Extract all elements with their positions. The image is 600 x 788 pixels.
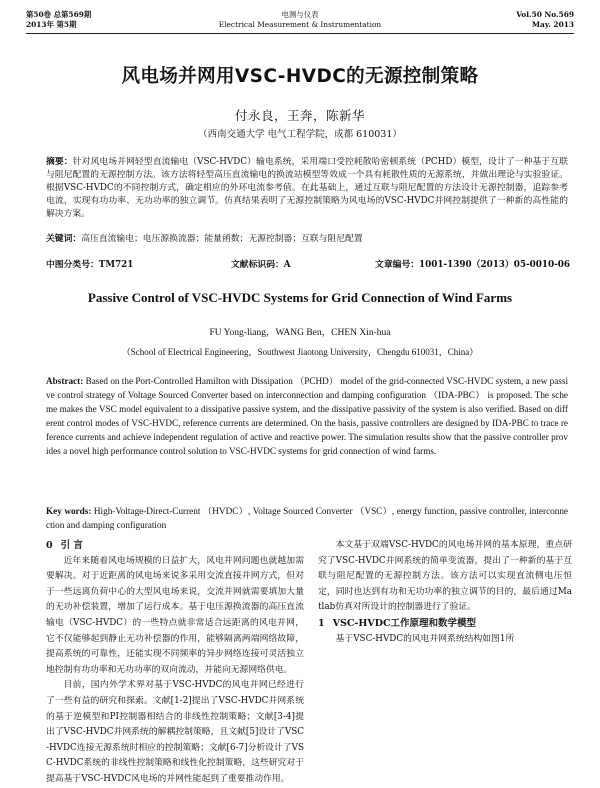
section-1-title: VSC-HVDC工作原理和数学模型 — [332, 617, 477, 629]
header-right — [516, 10, 574, 30]
journal-zh: 电测与仪表 — [281, 10, 319, 19]
volume-zh: 第50卷 总第569期 — [26, 10, 92, 19]
keywords-zh — [46, 233, 568, 246]
issue-zh: 2013年 第5期 — [26, 20, 77, 29]
authors-en: FU Yong-liang，WANG Ben，CHEN Xin-hua — [209, 328, 391, 338]
keywords-zh-text: 高压直流输电；电压源换流器；能量函数；无源控制器；互联与阻尼配置 — [81, 234, 363, 244]
left-column — [46, 538, 304, 788]
section-0-heading — [46, 538, 304, 554]
header-center — [26, 10, 574, 30]
keywords-zh-label: 关键词： — [46, 234, 82, 244]
volume-en: Vol.50 No.569 — [516, 10, 574, 19]
title-en: Passive Control of VSC-HVDC Systems for Grid Connection of Wind Farms — [87, 290, 513, 305]
abstract-zh-text: 针对风电场并网轻型直流输电（VSC-HVDC）输电系统，采用端口受控耗散哈密顿系统（PCHD）模型，设计了一种基于互联与阻尼配置的无源控制方法。该方法将轻型高压直流输电的换流站模型等效成一个具有耗散性质的无源系统，并做出理论与实验验证。根据VSC-HVDC的不同控制方式，确定相应的外环电流参考值。在此基础上，通过互联与阻尼配置的方法设计无源控制器，追踪参考电流，实现有功功率、无功功率的独立调节。仿真结果表明了无源控制策略为风电场的VSC-HVDC并网控制提供了一种新的高性能的解决方案。 — [46, 157, 568, 219]
section-0-title: 引 言 — [60, 540, 83, 551]
journal-en: Electrical Measurement & Instrumentation — [218, 20, 382, 29]
title-zh: 风电场并网用VSC-HVDC的无源控制策略 — [121, 66, 479, 87]
date-en: May. 2013 — [531, 20, 574, 29]
section-0-number: 0 — [46, 540, 53, 551]
section-1-heading — [318, 616, 572, 632]
right-column — [318, 538, 572, 647]
abstract-en — [46, 375, 568, 458]
header-divider — [26, 33, 574, 34]
intro-paragraph-3: 本文基于双端VSC-HVDC的风电场并网的基本原理，重点研究了VSC-HVDC并网系统的简单变流器，提出了一种新的基于互联与阻尼配置的无源控制方法。该方法可以实现直流侧电压恒定，同时也达到有功和无功功率的独立调节的目的，最后通过Matlab仿真对所设计的控制器进行了验证。 — [318, 540, 572, 613]
document-code: 文献标识码：A — [231, 260, 291, 270]
intro-paragraph-1: 近年来随着风电场规模的日益扩大，风电并网问题也就越加需要解决。对于近距离的风电场来说多采用交流直接并网方式，但对于一些远离负荷中心的大型风电场来说，交流并网就需要填加大量的无功补偿装置，增加了运行成本。基于电压源换流器的高压直流输电（VSC-HVDC）的一些特点就非常适合远距离的风电并网，它不仅能够起到静止无功补偿器的作用，能够隔离两端网络故障，提高系统的可靠性，还能实现不同频率的异步网络连接可灵活独立地控制有功功率和无功功率的双向流动，并能向无源网络供电。 — [46, 555, 304, 675]
keywords-en-label: Key words: — [46, 506, 92, 516]
abstract-en-label: Abstract: — [46, 376, 84, 386]
affiliation-zh: （西南交通大学 电气工程学院，成都 610031） — [198, 129, 402, 140]
abstract-zh — [46, 156, 568, 221]
keywords-en — [46, 505, 568, 533]
abstract-zh-label: 摘要： — [46, 157, 73, 167]
section-1-paragraph-1: 基于VSC-HVDC的风电并网系统结构如图1所 — [335, 633, 515, 644]
article-number: 文章编号：1001-1390（2013）05-0010-06 — [375, 260, 570, 270]
authors-zh: 付永良，王奔，陈新华 — [234, 108, 365, 123]
abstract-en-text: Based on the Port-Controlled Hamilton with Dissipation （PCHD） model of the grid-connected VSC-HVDC system, a new passive control strategy of Voltage Sourced Converter based on interconnection and damping configuration （IDA-PBC） is proposed. The scheme makes the VSC model equivalent to a dissipative passive system, and the dissipative passivity of the system is also verified. Based on different control modes of VSC-HVDC, reference currents are determined. On the basis, passive controllers are designed by IDA-PBC to trace reference currents and achieve independent regulation of active and reactive power. The simulation results show that the passive controller provides a novel high performance control solution to VSC-HVDC systems for grid connection of wind farms. — [46, 376, 569, 456]
keywords-en-text: High-Voltage-Direct-Current （HVDC）, Voltage Sourced Converter （VSC）, energy function, passive controller, interconnection and damping configuration — [46, 506, 568, 530]
intro-paragraph-2: 目前，国内外学术界对基于VSC-HVDC的风电并网已经进行了一些有益的研究和探索。文献[1-2]提出了VSC-HVDC并网系统的基于逆模型和PI控制器相结合的非线性控制策略；文献[3-4]提出了VSC-HVDC并网系统的解耦控制策略，且文献[5]设计了VSC-HVDC连接无源系统时相应的控制策略；文献[6-7]分析设计了VSC-HVDC系统的非线性控制策略和线性化控制策略，这些研究对于提高基于VSC-HVDC风电场的并网性能起到了重要推动作用。 — [46, 680, 304, 784]
affiliation-en: （School of Electrical Engineering，Southwest Jiaotong University，Chengdu 610031，China） — [121, 347, 479, 357]
section-1-number: 1 — [318, 617, 325, 629]
clc-number: 中图分类号：TM721 — [46, 260, 134, 270]
classification-line — [46, 257, 570, 269]
